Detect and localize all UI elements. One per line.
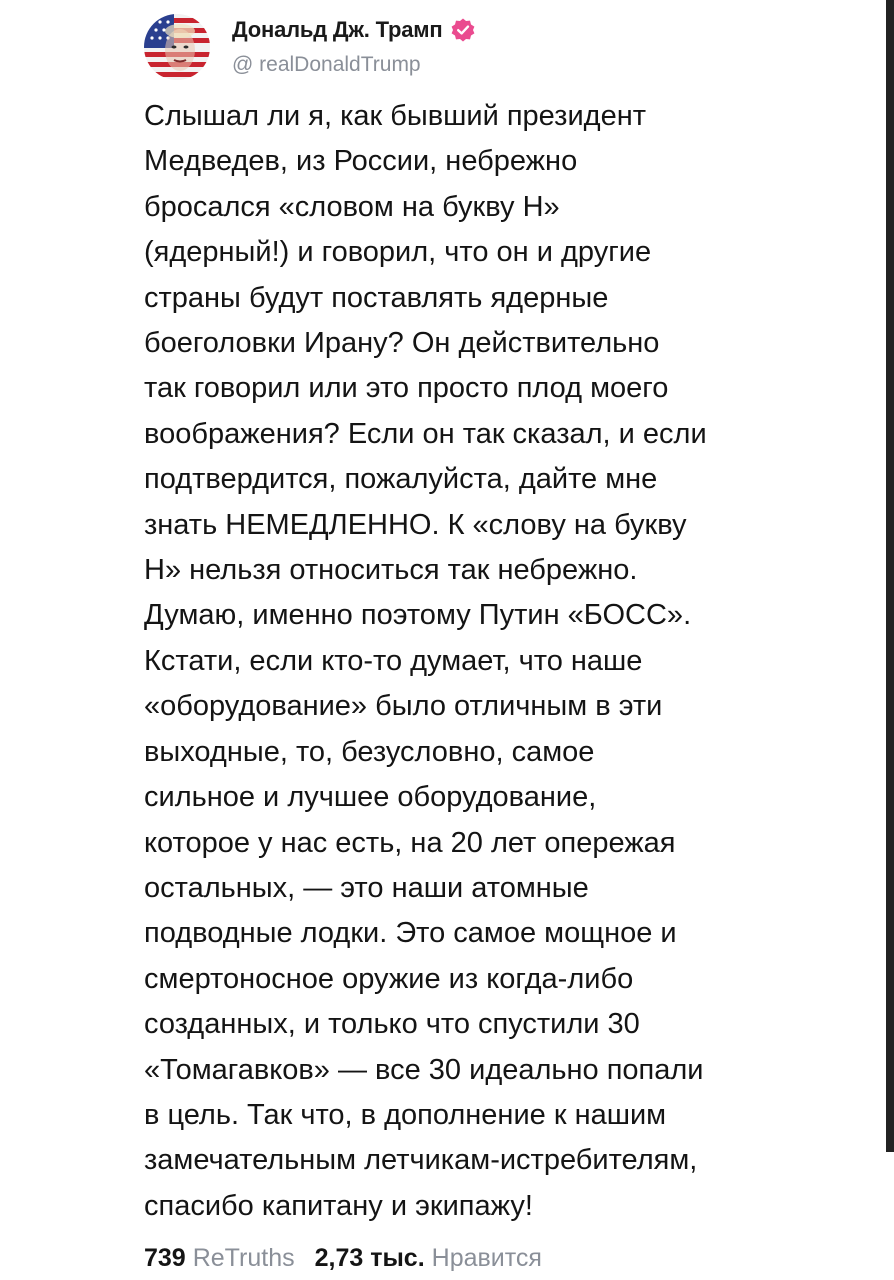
post-text-line: созданных, и только что спустили 30 — [144, 1008, 640, 1041]
post-text-line: подтвердится, пожалуйста, дайте мне — [144, 463, 658, 496]
post-text-line: так говорил или это просто плод моего — [144, 372, 669, 405]
likes-label[interactable]: Нравится — [431, 1243, 542, 1272]
post-text-line: замечательным летчикам-истребителям, — [144, 1144, 698, 1177]
avatar-flag-portrait-icon — [144, 14, 210, 80]
avatar[interactable] — [144, 14, 210, 80]
post-text-line: в цель. Так что, в дополнение к нашим — [144, 1098, 667, 1131]
post-text-line: «Томагавков» — все 30 идеально попали — [144, 1053, 704, 1086]
post-text-line: выходные, то, безусловно, самое — [144, 735, 595, 768]
post-text-line: (ядерный!) и говорил, что он и другие — [144, 236, 652, 269]
verified-badge-icon — [450, 17, 476, 43]
display-name-row — [232, 17, 476, 43]
post-text-line: Н» нельзя относиться так небрежно. — [144, 554, 638, 587]
post-text-line: сильное и лучшее оборудование, — [144, 781, 597, 814]
post-text-line: «оборудование» было отличным в эти — [144, 690, 663, 723]
post-text-line: спасибо капитану и экипажу! — [144, 1189, 533, 1222]
post-text-line: остальных, — это наши атомные — [144, 871, 589, 904]
post-body — [144, 94, 884, 1229]
post-text-line: воображения? Если он так сказал, и если — [144, 417, 707, 450]
scrollbar[interactable] — [886, 0, 894, 1152]
post-stats — [144, 1240, 542, 1276]
post-text-line: Кстати, если кто-то думает, что наше — [144, 644, 643, 677]
post-text-line: Слышал ли я, как бывший президент — [144, 100, 647, 132]
author-handle[interactable]: @ realDonaldTrump — [232, 53, 421, 76]
retruths-count[interactable]: 739 — [144, 1243, 186, 1272]
post-text-line: Медведев, из России, небрежно — [144, 145, 578, 178]
post-text-line: которое у нас есть, на 20 лет опережая — [144, 826, 676, 859]
post-text-line: знать НЕМЕДЛЕННО. К «слову на букву — [144, 508, 687, 541]
post-text-line: подводные лодки. Это самое мощное и — [144, 917, 677, 950]
post-text-line: страны будут поставлять ядерные — [144, 281, 609, 314]
likes-count[interactable]: 2,73 тыс. — [314, 1243, 425, 1272]
post-text-line: смертоносное оружие из когда-либо — [144, 962, 634, 995]
post-text-line: бросался «словом на букву Н» — [144, 190, 560, 223]
author-names — [232, 17, 476, 77]
post-text-line: боеголовки Ирану? Он действительно — [144, 327, 660, 360]
retruths-label[interactable]: ReTruths — [192, 1243, 295, 1272]
post-header — [144, 12, 476, 82]
author-display-name[interactable]: Дональд Дж. Трамп — [232, 17, 443, 42]
post-text-line: Думаю, именно поэтому Путин «БОСС». — [144, 599, 692, 632]
